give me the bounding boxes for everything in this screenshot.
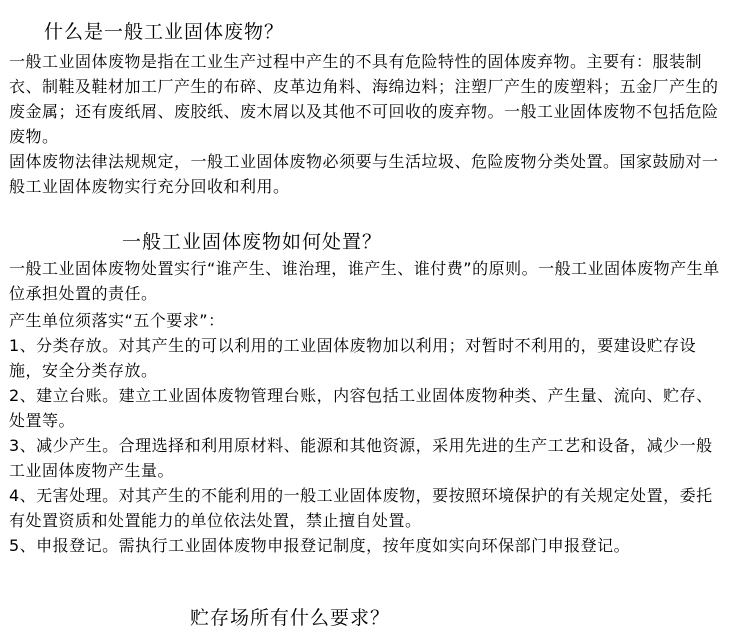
requirement-item-5: 5、申报登记。需执行工业固体废物申报登记制度，按年度如实向环保部门申报登记。 bbox=[9, 536, 631, 555]
requirement-item-3: 3、减少产生。合理选择和利用原材料、能源和其他资源，采用先进的生产工艺和设备，减少一般工业固体废物产生量。 bbox=[9, 436, 713, 480]
requirement-item-4: 4、无害处理。对其产生的不能利用的一般工业固体废物，要按照环境保护的有关规定处置，委托有处置资质和处置能力的单位依法处置，禁止擅自处置。 bbox=[9, 486, 713, 530]
definition-paragraph: 一般工业固体废物是指在工业生产过程中产生的不具有危险特性的固体废弃物。主要有：服装制衣、制鞋及鞋材加工厂产生的布碎、皮革边角料、海绵边料；注塑厂产生的废塑料；五金厂产生的废金属；还有废纸屑、废胶纸、废木屑以及其他不可回收的废弃物。一般工业固体废物不包括危险废物。 bbox=[9, 52, 719, 146]
regulation-paragraph: 固体废物法律法规规定，一般工业固体废物必须要与生活垃圾、危险废物分类处置。国家鼓励对一般工业固体废物实行充分回收和利用。 bbox=[9, 152, 719, 196]
section-heading-storage-requirements: 贮存场所有什么要求？ bbox=[190, 607, 391, 629]
requirement-item-2: 2、建立台账。建立工业固体废物管理台账，内容包括工业固体废物种类、产生量、流向、贮存、处置等。 bbox=[9, 386, 713, 430]
requirement-item-1: 1、分类存放。对其产生的可以利用的工业固体废物加以利用；对暂时不利用的，要建设贮存设施，安全分类存放。 bbox=[9, 336, 697, 380]
five-requirements-intro: 产生单位须落实“五个要求”： bbox=[9, 311, 225, 330]
disposal-principle-paragraph: 一般工业固体废物处置实行“谁产生、谁治理，谁产生、谁付费”的原则。一般工业固体废物产生单位承担处置的责任。 bbox=[9, 259, 720, 303]
section-heading-what-is: 什么是一般工业固体废物？ bbox=[44, 21, 285, 43]
section-heading-how-to-dispose: 一般工业固体废物如何处置？ bbox=[122, 231, 383, 253]
